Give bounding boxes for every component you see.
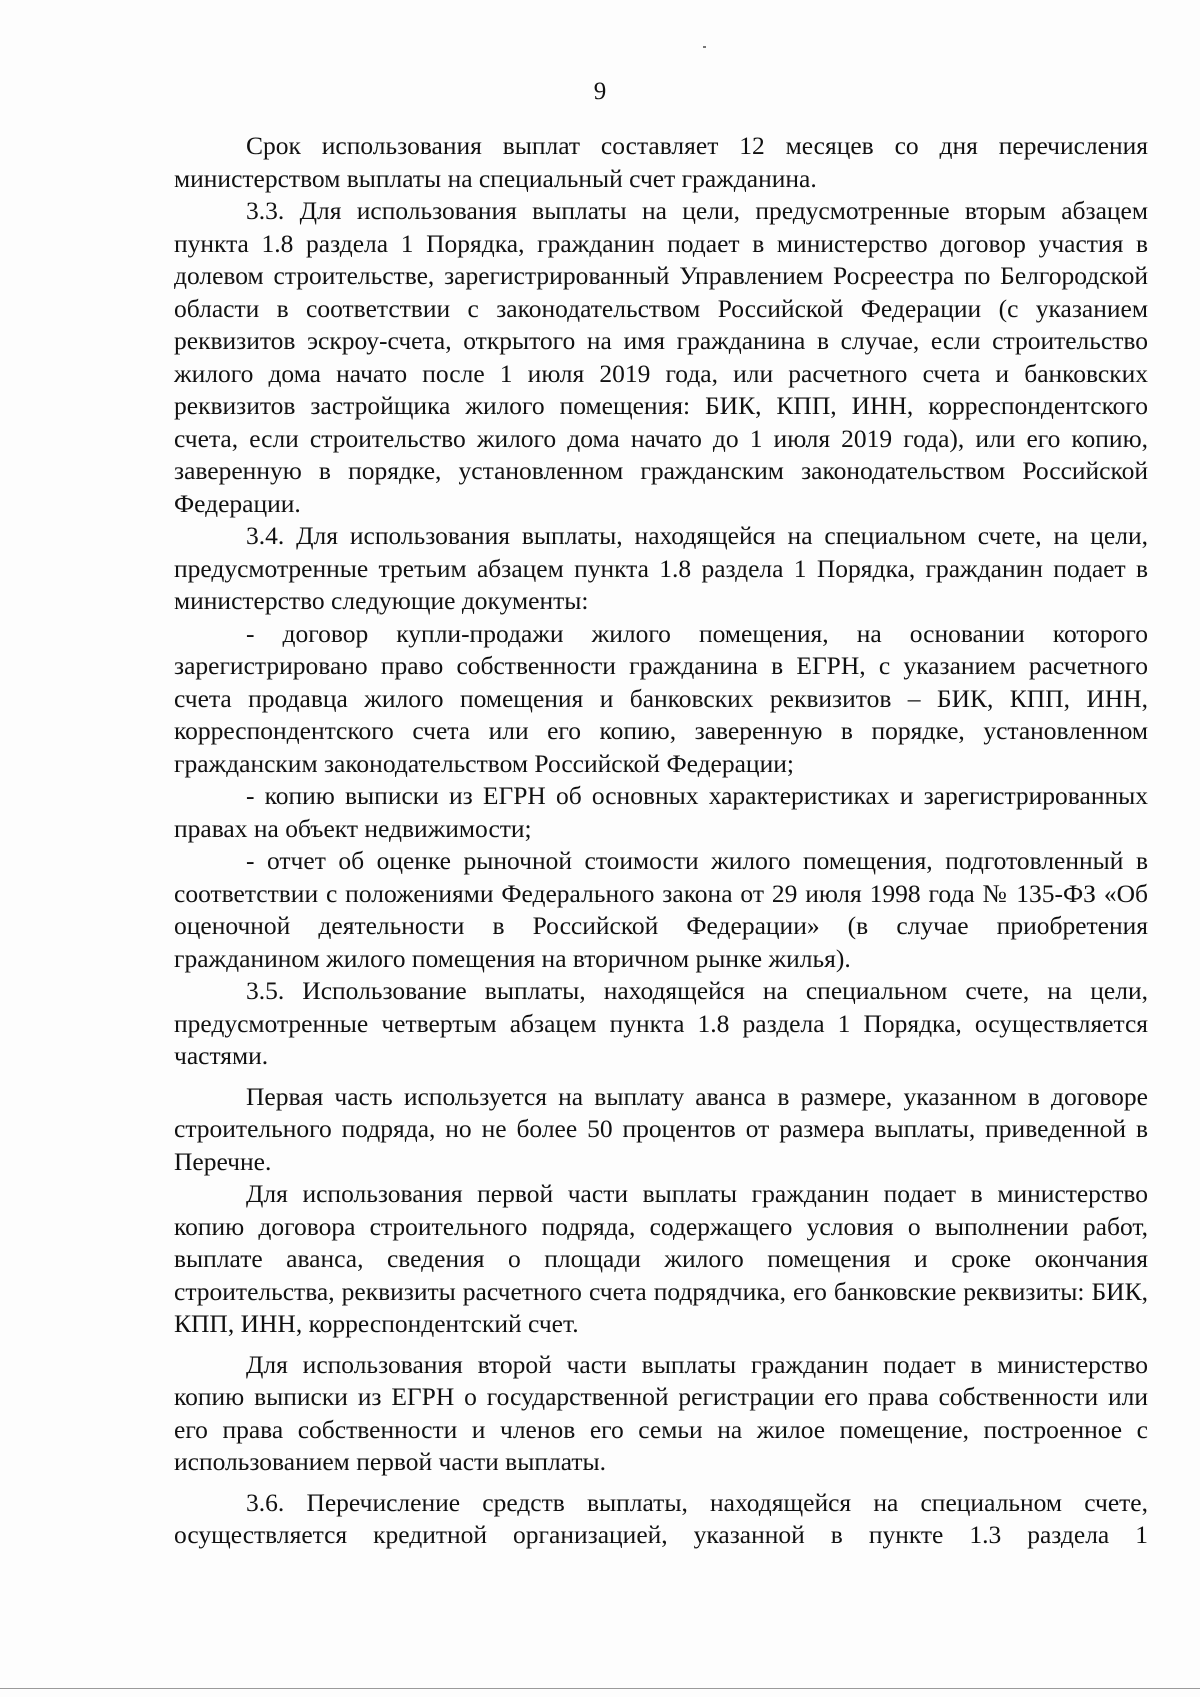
paragraph-3-4: 3.4. Для использования выплаты, находящейся на специальном счете, на цели, предусмотренные третьим абзацем пункта 1.8 раздела 1 Порядка, гражданин подает в министерство следующие документы: [174,521,1148,615]
paragraph-3-6: 3.6. Перечисление средств выплаты, находящейся на специальном счете, осуществляется кредитной организацией, указанной в пункте 1.3 раздела 1 [174,1487,1148,1549]
paragraph-3-3: 3.3. Для использования выплаты на цели, предусмотренные вторым абзацем пункта 1.8 раздела 1 Порядка, гражданин подает в министерство договор участия в долевом строительстве, зарегистрированный Управлением Росреестра по Белгородской области в соответствии с законодательством Российской Федерации (с указанием реквизитов эскроу-счета, открытого на имя гражданина в случае, если строительство жилого дома начато после 1 июля 2019 года, или расчетного счета и банковских реквизитов застройщика жилого помещения: БИК, КПП, ИНН, корреспондентского счета, если строительство жилого дома начато до 1 июля 2019 года), или его копию, заверенную в порядке, установленном гражданским законодательством Российской Федерации. [174,196,1148,518]
paragraph-first-part: Первая часть используется на выплату аванса в размере, указанном в договоре строительного подряда, но не более 50 процентов от размера выплаты, приведенной в Перечне. [174,1081,1148,1176]
list-item-valuation-report: - отчет об оценке рыночной стоимости жилого помещения, подготовленный в соответствии с положениями Федерального закона от 29 июля 1998 года № 135-ФЗ «Об оценочной деятельности в Российской Федерации» (в случае приобретения гражданином жилого помещения на вторичном рынке жилья). [174,846,1148,973]
paragraph-second-part-documents: Для использования второй части выплаты гражданин подает в министерство копию выписки из ЕГРН о государственной регистрации его права собственности или его права собственности и членов его семьи на жилое помещение, построенное с использованием первой части выплаты. [174,1349,1148,1476]
list-item-egrn-extract: - копию выписки из ЕГРН об основных характеристиках и зарегистрированных правах на объект недвижимости; [174,781,1148,843]
scan-bottom-edge [0,1688,1200,1689]
paragraph-3-5: 3.5. Использование выплаты, находящейся на специальном счете, на цели, предусмотренные четвертым абзацем пункта 1.8 раздела 1 Порядка, осуществляется частями. [174,976,1148,1070]
document-body [174,130,1148,1552]
paragraph-payment-term: Срок использования выплат составляет 12 месяцев со дня перечисления министерством выплаты на специальный счет гражданина. [174,131,1148,193]
page-number: 9 [593,78,607,105]
scan-speck [703,46,706,48]
paragraph-first-part-documents: Для использования первой части выплаты гражданин подает в министерство копию договора строительного подряда, содержащего условия о выполнении работ, выплате аванса, сведения о площади жилого помещения и сроке окончания строительства, реквизиты расчетного счета подрядчика, его банковские реквизиты: БИК, КПП, ИНН, корреспондентский счет. [174,1179,1148,1338]
list-item-sale-contract: - договор купли-продажи жилого помещения, на основании которого зарегистрировано право собственности гражданина в ЕГРН, с указанием расчетного счета продавца жилого помещения и банковских реквизитов – БИК, КПП, ИНН, корреспондентского счета или его копию, заверенную в порядке, установленном гражданским законодательством Российской Федерации; [174,618,1148,778]
